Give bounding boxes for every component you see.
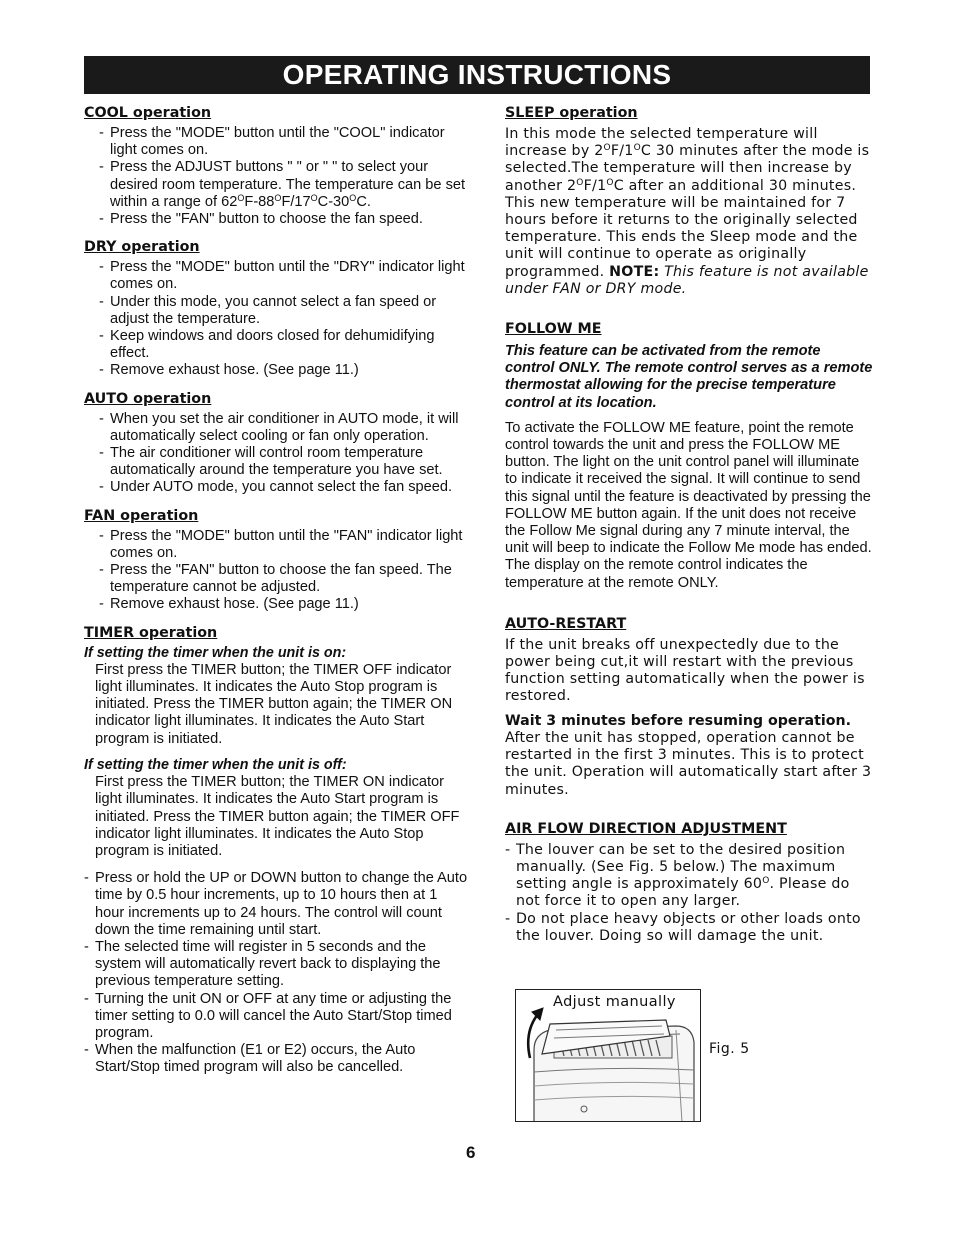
sleep-t1: In this mode the selected temperature will increase by 2 <box>505 126 818 160</box>
cool-item-2 <box>84 159 468 211</box>
page-title: OPERATING INSTRUCTIONS <box>282 59 672 90</box>
cool-list <box>84 125 468 228</box>
page-number: 6 <box>466 1143 476 1162</box>
timer-on-text: First press the TIMER button; the TIMER OFF indicator light illuminates. It indicates the Auto Stop program is initiated. Press the TIMER button again; the TIMER ON indicator light illuminates. It indicates the Auto Start program is initiated. <box>95 661 453 747</box>
dry-item-2: - Under this mode, you cannot select a fan speed or adjust the temperature. <box>84 294 468 328</box>
dry-item-3: - Keep windows and doors closed for dehumidifying effect. <box>84 328 468 362</box>
sleep-text <box>505 126 873 298</box>
cool-heading: COOL operation <box>84 105 212 121</box>
sleep-heading: SLEEP operation <box>505 105 638 121</box>
timer-off-title: If setting the timer when the unit is off: <box>84 756 347 773</box>
degree-symbol: O <box>274 192 282 203</box>
louver-figure <box>515 989 701 1122</box>
sleep-note-label: NOTE: <box>609 263 660 280</box>
airflow-item-1-end: . Please do not force it to open any larger. <box>516 876 850 910</box>
sleep-note-text: This feature is not available under FAN or DRY mode. <box>505 263 869 297</box>
restart-after: After the unit has stopped, operation cannot be restarted in the first 3 minutes. This is to protect the unit. Operation will automatically start after 3 minutes. <box>505 729 872 798</box>
restart-wait: Wait 3 minutes before resuming operation. <box>505 712 851 729</box>
fan-item-2: - Press the "FAN" button to choose the fan speed. The temperature cannot be adjusted. <box>84 562 468 596</box>
right-column <box>505 104 873 945</box>
follow-body: To activate the FOLLOW ME feature, point the remote control towards the unit and press the FOLLOW ME button. The light on the unit control panel will illuminate to indicate it received the signal. It will continue to send this signal until the feature is deactivated by pressing the FOLLOW ME button again. If the unit does not receive the Follow Me signal during any 7 minute interval, the unit will beep to indicate the Follow Me mode has ended. The display on the remote control indicates the temperature at the remote ONLY. <box>505 419 872 591</box>
cool-range-b: F-88 <box>244 193 275 210</box>
figure-caption: Fig. 5 <box>709 1041 750 1057</box>
cool-range-d: C-30 <box>317 193 350 210</box>
airflow-list <box>505 842 873 945</box>
dry-item-1: - Press the "MODE" button until the "DRY" indicator light comes on. <box>84 259 468 293</box>
auto-item-2: - The air conditioner will control room temperature automatically around the temperature you have set. <box>84 445 468 479</box>
degree-symbol: O <box>310 192 318 203</box>
degree-symbol: O <box>603 143 611 154</box>
degree-symbol: O <box>633 143 641 154</box>
timer-item-4: - When the malfunction (E1 or E2) occurs, the Auto Start/Stop timed program will also be cancelled. <box>84 1042 468 1076</box>
timer-heading: TIMER operation <box>84 624 218 641</box>
cool-range-c: F/17 <box>281 193 311 210</box>
timer-list <box>84 870 468 1076</box>
follow-heading: FOLLOW ME <box>505 321 602 338</box>
airflow-item-2: - Do not place heavy objects or other loads onto the louver. Doing so will damage the unit. <box>505 911 873 945</box>
page-title-banner <box>84 56 870 94</box>
left-column <box>84 104 468 1077</box>
fan-item-1: - Press the "MODE" button until the "FAN" indicator light comes on. <box>84 528 468 562</box>
follow-intro: This feature can be activated from the remote control ONLY. The remote control serves as a remote thermostat allowing for the precise temperature control at its location. <box>505 343 873 411</box>
fan-heading: FAN operation <box>84 507 199 524</box>
degree-symbol: O <box>762 876 770 887</box>
dry-heading: DRY operation <box>84 239 200 256</box>
cool-item-3: - Press the "FAN" button to choose the fan speed. <box>84 211 468 228</box>
airflow-item-1 <box>505 842 873 911</box>
degree-symbol: O <box>349 192 357 203</box>
dry-item-4: - Remove exhaust hose. (See page 11.) <box>84 362 468 379</box>
cool-range-a: 62 <box>221 193 238 210</box>
timer-item-3: - Turning the unit ON or OFF at any time or adjusting the timer setting to 0.0 will cancel the Auto Start/Stop timed program. <box>84 991 468 1043</box>
timer-item-1: - Press or hold the UP or DOWN button to change the Auto time by 0.5 hour increments, up to 10 hours then at 1 hour increments up to 24 hours. The control will count down the time remaining until start. <box>84 870 468 939</box>
restart-body: If the unit breaks off unexpectedly due to the power being cut,it will restart with the previous function setting automatically when the power is restored. <box>505 636 865 705</box>
auto-list <box>84 411 468 497</box>
airflow-item-1-text: The louver can be set to the desired position manually. (See Fig. 5 below.) The maximum setting angle is approximately 60 <box>516 841 846 893</box>
degree-symbol: O <box>237 192 245 203</box>
auto-item-1: - When you set the air conditioner in AUTO mode, it will automatically select cooling or fan only operation. <box>84 411 468 445</box>
figure-label: Adjust manually <box>553 994 676 1010</box>
timer-off-text: First press the TIMER button; the TIMER ON indicator light illuminates. It indicates the Auto Start program is initiated. Press the TIMER button again; the TIMER OFF indicator light illuminates. It indicates the Auto Stop program is initiated. <box>95 774 460 859</box>
cool-range-e: C. <box>356 193 371 210</box>
restart-heading: AUTO-RESTART <box>505 615 627 632</box>
auto-item-3: - Under AUTO mode, you cannot select the fan speed. <box>84 479 468 496</box>
sleep-t4: F/1 <box>583 177 607 194</box>
timer-on-title: If setting the timer when the unit is on: <box>84 644 347 661</box>
sleep-t3: C 30 minutes after the mode is selected.The temperature will then increase by another 2 <box>505 143 870 194</box>
auto-heading: AUTO operation <box>84 390 212 407</box>
sleep-t2: F/1 <box>610 143 634 160</box>
degree-symbol: O <box>606 177 614 188</box>
fan-list <box>84 528 468 614</box>
fan-item-3: - Remove exhaust hose. (See page 11.) <box>84 596 468 613</box>
cool-item-2-text: Press the ADJUST buttons " " or " " to select your desired room temperature. The temperature can be set within a range of <box>110 159 466 210</box>
cool-item-1: - Press the "MODE" button until the "COOL" indicator light comes on. <box>84 125 468 159</box>
sleep-t5: C after an additional 30 minutes. This new temperature will be maintained for 7 hours before it returns to the originally selected temperature. This ends the Sleep mode and the unit will continue to operate as originally programmed. <box>505 177 858 280</box>
dry-list <box>84 259 468 379</box>
timer-item-2: - The selected time will register in 5 seconds and the system will automatically revert back to displaying the previous temperature setting. <box>84 939 468 991</box>
airflow-heading: AIR FLOW DIRECTION ADJUSTMENT <box>505 820 787 837</box>
degree-symbol: O <box>576 177 584 188</box>
